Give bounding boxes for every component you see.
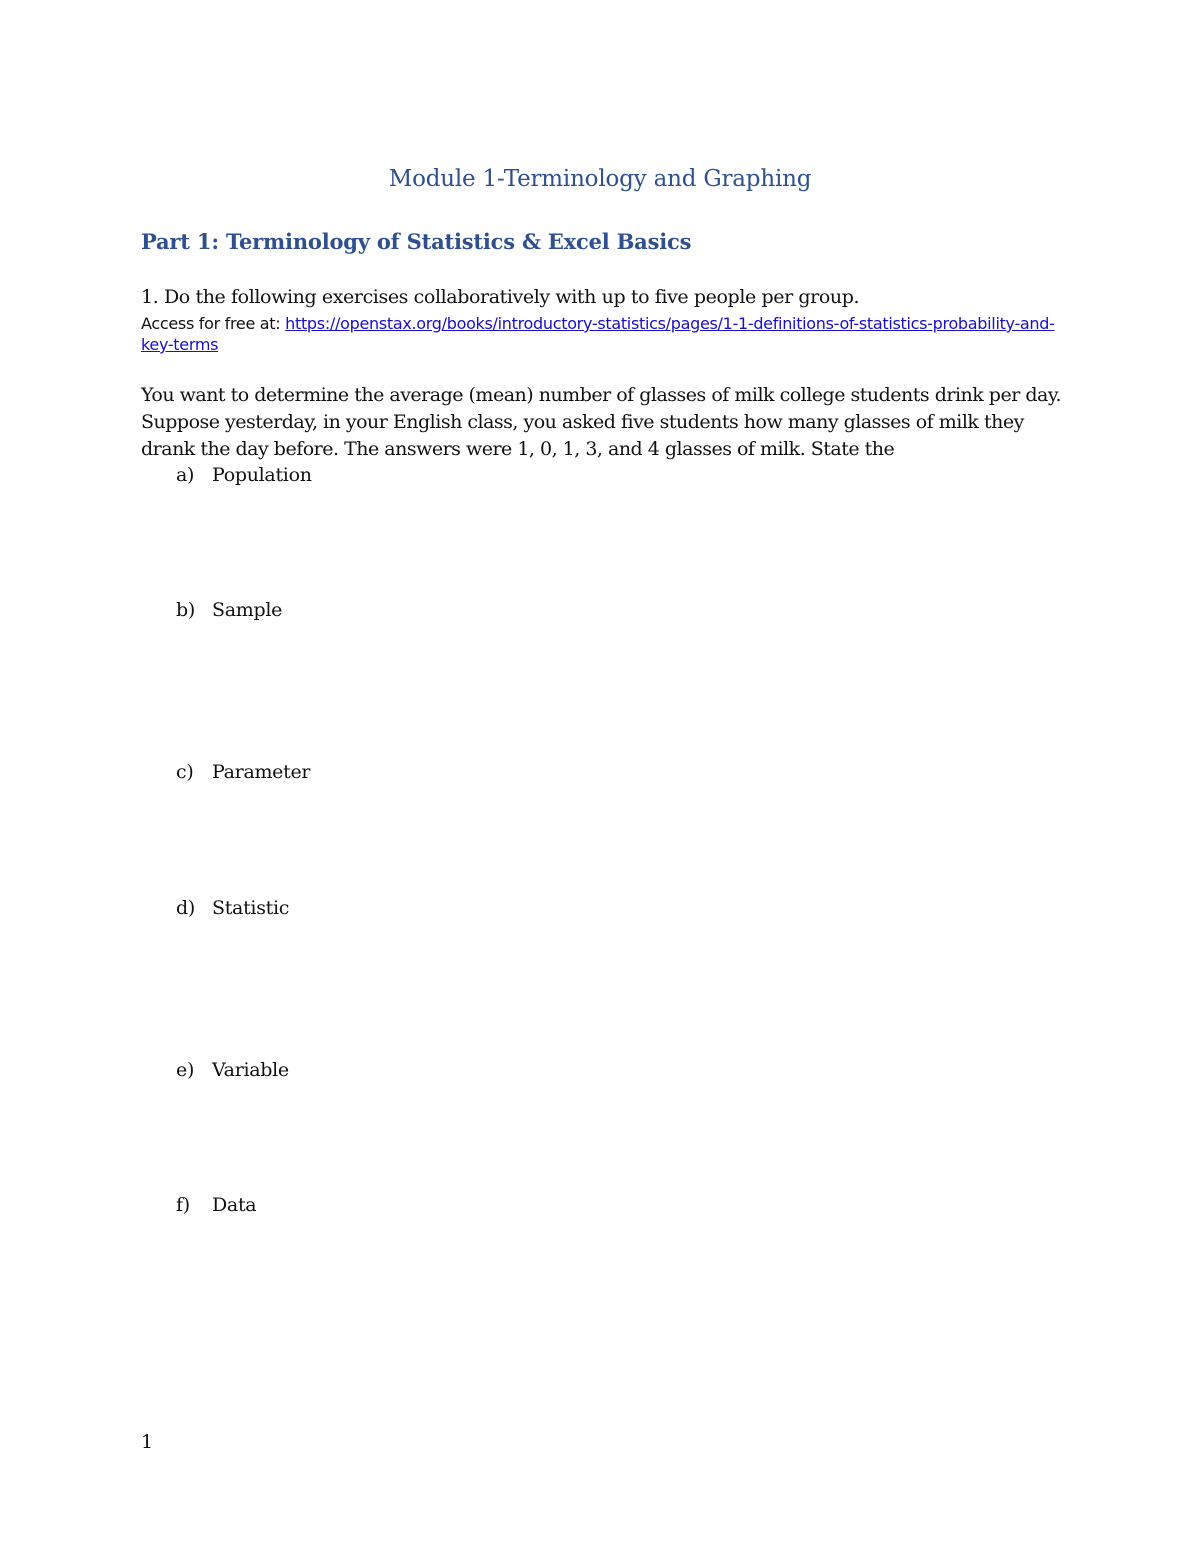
list-item-label: Sample (212, 599, 283, 621)
openstax-link[interactable]: https://openstax.org/books/introductory-statistics/pages/1-1-definitions-of-statistics-probability-and-key-terms (141, 314, 1055, 354)
access-label: Access for free at: (141, 314, 286, 333)
page-number: 1 (141, 1431, 154, 1453)
list-item-label: Variable (212, 1059, 289, 1081)
question-text: 1. Do the following exercises collaboratively with up to five people per group. (141, 286, 860, 308)
list-item-label: Statistic (212, 897, 290, 919)
access-line (141, 313, 1071, 355)
part-heading: Part 1: Terminology of Statistics & Excel Basics (141, 229, 692, 254)
document-title: Module 1-Terminology and Graphing (388, 166, 812, 192)
list-item-letter: c) (176, 761, 194, 783)
list-item-letter: f) (176, 1194, 190, 1216)
list-item-letter: a) (176, 464, 195, 486)
prompt-text: You want to determine the average (mean) number of glasses of milk college students drink per day. Suppose yesterday, in your English class, you asked five students how many glasses of milk they drank the day before. The answers were 1, 0, 1, 3, and 4 glasses of milk. State the (141, 384, 1062, 460)
list-item-sample (176, 599, 282, 621)
list-item-letter: b) (176, 599, 195, 621)
list-item-population (176, 464, 312, 486)
list-item-data (176, 1194, 256, 1216)
list-item-statistic (176, 897, 289, 919)
list-item-letter: e) (176, 1059, 195, 1081)
list-item-label: Parameter (212, 761, 311, 783)
list-item-label: Data (212, 1194, 257, 1216)
list-item-variable (176, 1059, 289, 1081)
list-item-label: Population (212, 464, 312, 486)
list-item-letter: d) (176, 897, 195, 919)
list-item-parameter (176, 761, 310, 783)
